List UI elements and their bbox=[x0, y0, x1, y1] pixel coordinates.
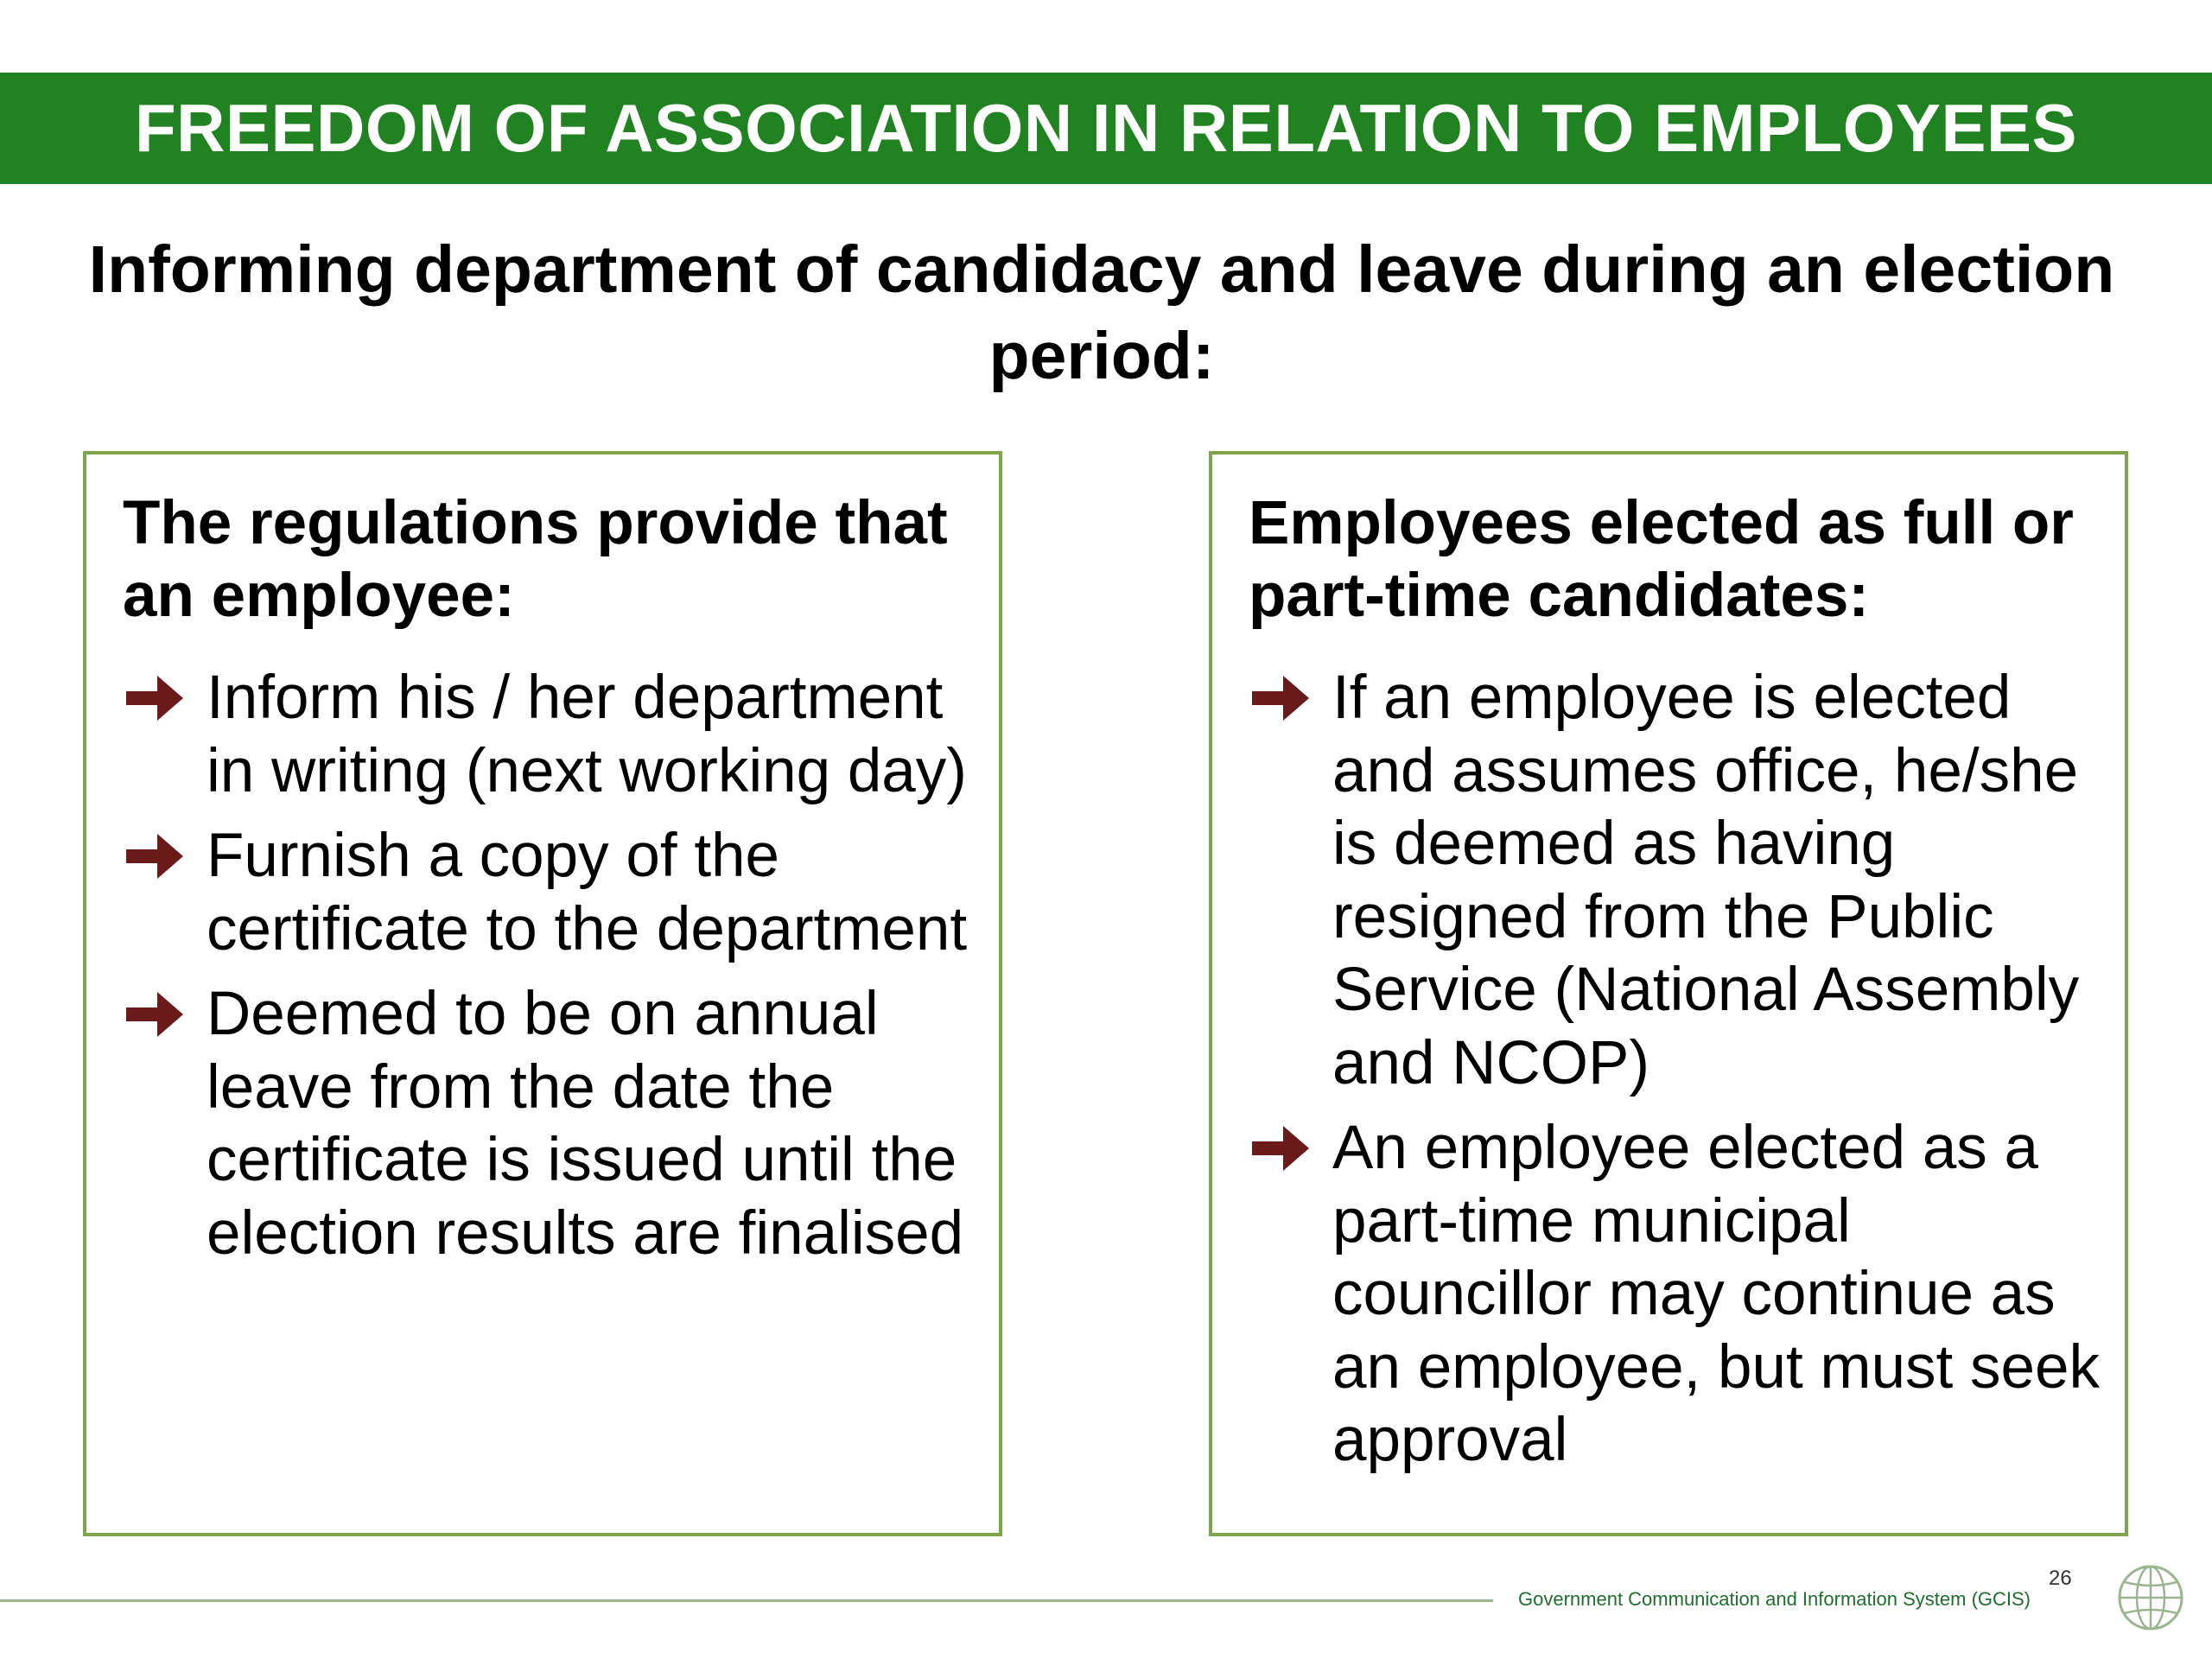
footer-divider bbox=[0, 1599, 1493, 1602]
right-content-box bbox=[1209, 451, 2128, 1536]
arrow-right-icon bbox=[1249, 1121, 1313, 1176]
bullet-text: Inform his / her department in writing (next working day) bbox=[207, 664, 967, 805]
bullet-text: If an employee is elected and assumes office, he/she is deemed as having resigned from the Public Service (National Assembly and NCOP) bbox=[1332, 664, 2080, 1097]
list-item bbox=[123, 820, 995, 966]
left-box-heading: The regulations provide that an employee: bbox=[123, 489, 948, 630]
bullet-text: Deemed to be on annual leave from the date the certificate is issued until the election results are finalised bbox=[207, 980, 964, 1268]
left-bullet-list bbox=[123, 662, 995, 1282]
arrow-right-icon bbox=[1249, 671, 1313, 726]
arrow-right-icon bbox=[123, 671, 187, 726]
slide-title: FREEDOM OF ASSOCIATION IN RELATION TO EMPLOYEES bbox=[134, 90, 2078, 166]
arrow-right-icon bbox=[123, 829, 187, 884]
arrow-right-icon bbox=[123, 987, 187, 1042]
list-item bbox=[123, 662, 995, 808]
list-item bbox=[1249, 1112, 2121, 1478]
bullet-text: Furnish a copy of the certificate to the department bbox=[207, 822, 968, 963]
right-bullet-list bbox=[1249, 662, 2121, 1490]
title-bar bbox=[0, 73, 2212, 184]
list-item bbox=[1249, 662, 2121, 1100]
bullet-text: An employee elected as a part-time municipal councillor may continue as an employee, but must seek approval bbox=[1332, 1114, 2100, 1474]
slide-subtitle: Informing department of candidacy and leave during an election period: bbox=[88, 232, 2115, 393]
list-item bbox=[123, 978, 995, 1270]
right-box-heading: Employees elected as full or part-time candidates: bbox=[1249, 489, 2074, 630]
page-number: 26 bbox=[2049, 1567, 2072, 1590]
globe-icon bbox=[2114, 1561, 2187, 1634]
left-content-box bbox=[83, 451, 1002, 1536]
footer-organization: Government Communication and Information System (GCIS) bbox=[1518, 1588, 2031, 1610]
